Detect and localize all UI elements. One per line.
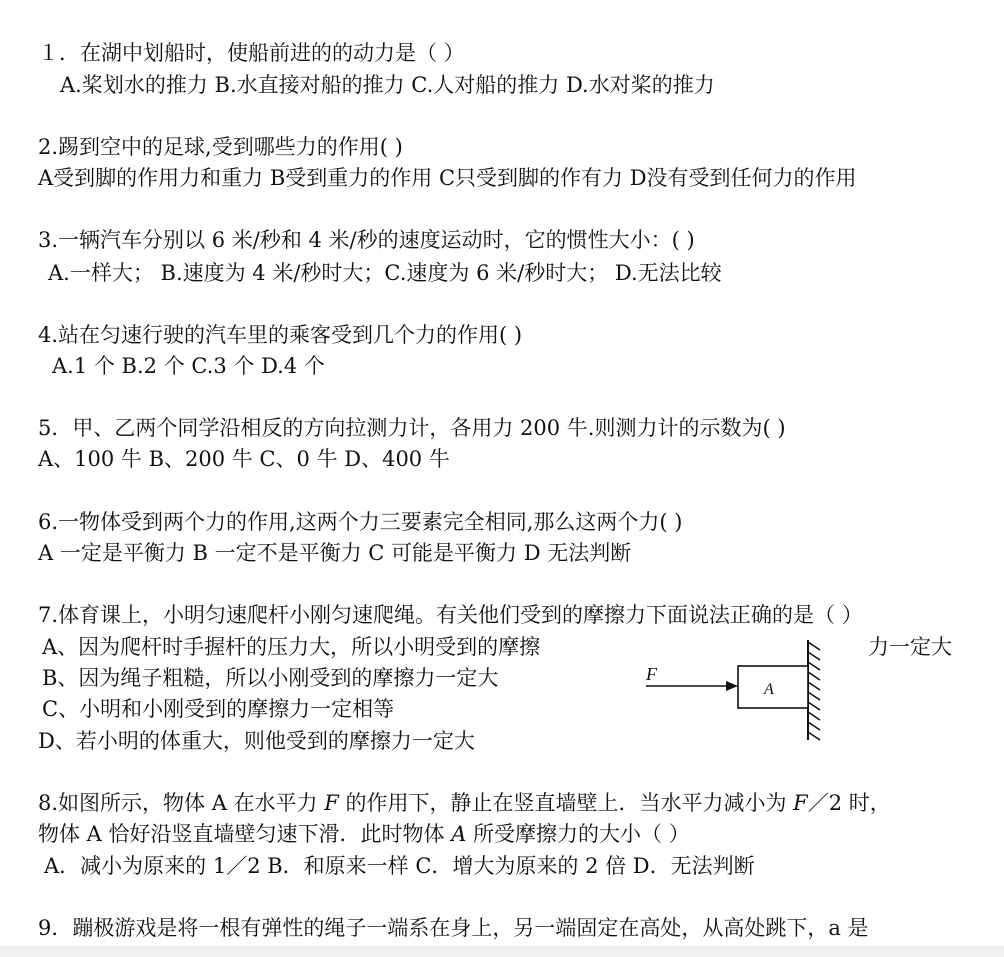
q9-stem: 9．蹦极游戏是将一根有弹性的绳子一端系在身上，另一端固定在高处，从高处跳下，a 是 <box>38 916 869 940</box>
q5-stem: 5．甲、乙两个同学沿相反的方向拉测力计，各用力 200 牛.则测力计的示数为( ) <box>38 416 786 440</box>
q7-option-a: A、因为爬杆时手握杆的压力大，所以小明受到的摩擦 <box>42 635 541 659</box>
wall-hatching <box>808 642 820 740</box>
q1-stem: １．在湖中划船时，使船前进的的动力是（ ） <box>38 41 465 65</box>
q7-option-b: B、因为绳子粗糙，所以小刚受到的摩擦力一定大 <box>42 666 499 690</box>
q4-stem: 4.站在匀速行驶的汽车里的乘客受到几个力的作用( ) <box>38 323 523 347</box>
q6-stem: 6.一物体受到两个力的作用,这两个力三要素完全相同,那么这两个力( ) <box>38 510 683 534</box>
force-label: F <box>646 664 657 684</box>
bottom-scroll-area <box>0 946 1004 957</box>
q2-options: A受到脚的作用力和重力 B受到重力的作用 C只受到脚的作有力 D没有受到任何力的作用 <box>38 166 857 190</box>
force-arrow-head <box>726 681 738 691</box>
q7-stem: 7.体育课上，小明匀速爬杆小刚匀速爬绳。有关他们受到的摩擦力下面说法正确的是（ ） <box>38 603 863 627</box>
q7-option-c: C、小明和小刚受到的摩擦力一定相等 <box>42 697 395 721</box>
block-label: A <box>764 681 774 698</box>
q7-option-d: D、若小明的体重大，则他受到的摩擦力一定大 <box>38 729 475 753</box>
force-block-wall-diagram <box>636 636 836 748</box>
q8-options: A．减小为原来的 1／2 B．和原来一样 C．增大为原来的 2 倍 D．无法判断 <box>44 854 755 878</box>
q5-options: A、100 牛 B、200 牛 C、0 牛 D、400 牛 <box>38 447 450 471</box>
q2-stem: 2.踢到空中的足球,受到哪些力的作用( ) <box>38 135 403 159</box>
q3-stem: 3.一辆汽车分别以 6 米/秒和 4 米/秒的速度运动时，它的惯性大小：( ) <box>38 228 695 252</box>
q4-options: A.1 个 B.2 个 C.3 个 D.4 个 <box>52 354 325 378</box>
q1-options: A.桨划水的推力 B.水直接对船的推力 C.人对船的推力 D.水对桨的推力 <box>60 73 715 97</box>
q6-options: A 一定是平衡力 B 一定不是平衡力 C 可能是平衡力 D 无法判断 <box>38 541 632 565</box>
q7-option-a-tail: 力一定大 <box>868 635 952 659</box>
q8-stem-line2: 物体 A 恰好沿竖直墙壁匀速下滑．此时物体 A 所受摩擦力的大小（ ） <box>38 822 690 846</box>
q3-options: A.一样大； B.速度为 4 米/秒时大；C.速度为 6 米/秒时大； D.无法比较 <box>48 261 722 285</box>
q8-stem-line1: 8.如图所示，物体 A 在水平力 F 的作用下，静止在竖直墙壁上．当水平力减小为 F／2 时， <box>38 791 891 815</box>
